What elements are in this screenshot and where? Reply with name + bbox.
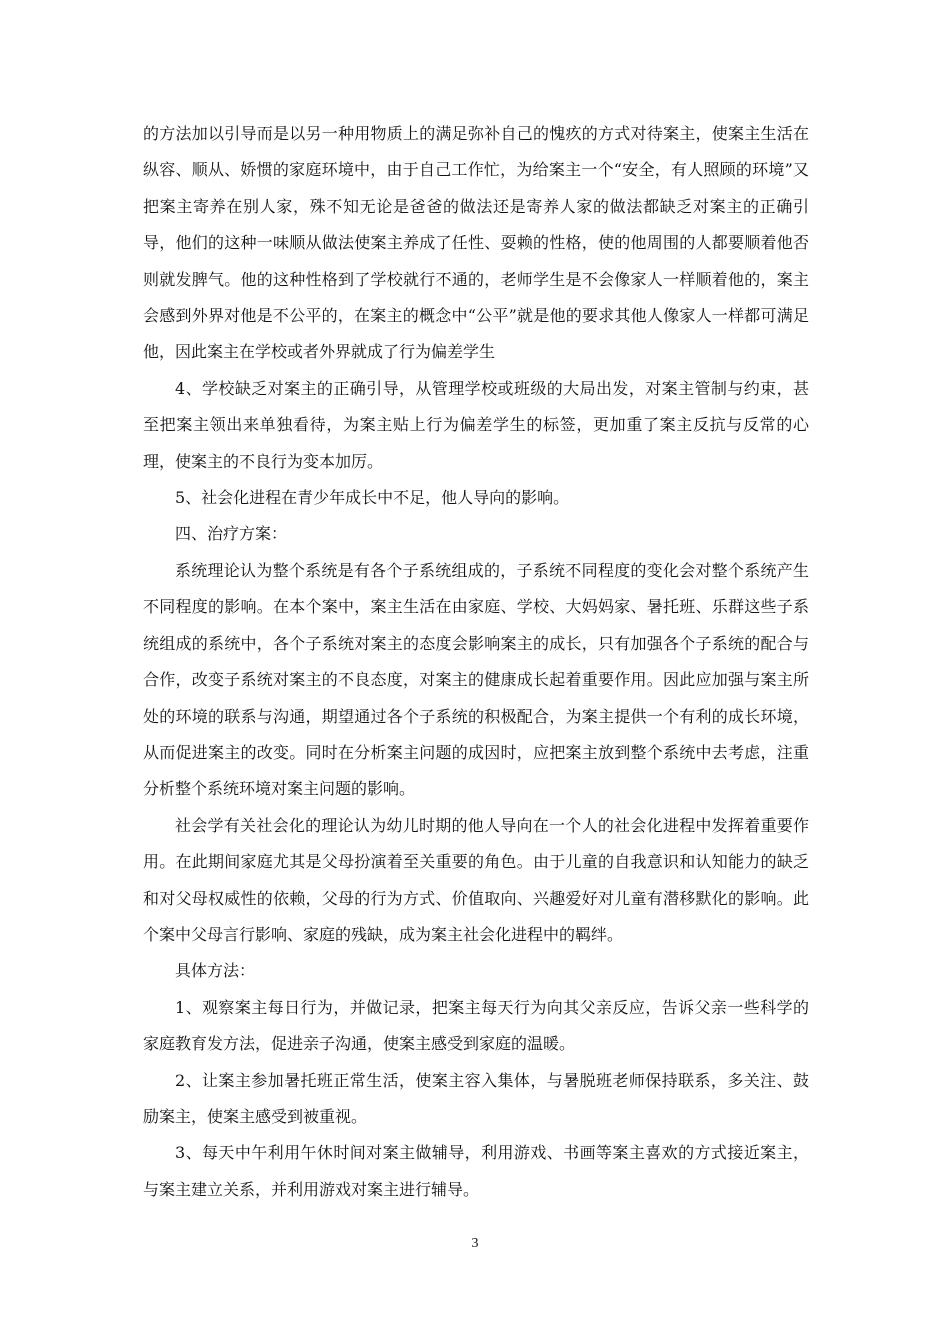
method-item-2: 2、让案主参加暑托班正常生活，使案主容入集体，与暑脱班老师保持联系，多关注、鼓励案主，使案主感受到被重视。 — [143, 1070, 809, 1126]
body-paragraph-3: 5、社会化进程在青少年成长中不足，他人导向的影响。 — [175, 488, 570, 508]
body-paragraph-2: 4、学校缺乏对案主的正确引导，从管理学校或班级的大局出发，对案主管制与约束，甚至把案主领出来单独看待，为案主贴上行为偏差学生的标签，更加重了案主反抗与反常的心理，使案主的不良行为变本加厉。 — [143, 378, 809, 471]
section-heading-treatment: 四、治疗方案： — [175, 524, 288, 544]
method-item-1: 1、观察案主每日行为，并做记录，把案主每天行为向其父亲反应，告诉父亲一些科学的家庭教育发方法，促进亲子沟通，使案主感受到家庭的温暖。 — [143, 997, 809, 1054]
method-item-3: 3、每天中午利用午休时间对案主做辅导，利用游戏、书画等案主喜欢的方式接近案主，与案主建立关系，并利用游戏对案主进行辅导。 — [143, 1143, 809, 1199]
body-paragraph-6: 社会学有关社会化的理论认为幼儿时期的他人导向在一个人的社会化进程中发挥着重要作用。在此期间家庭尤其是父母扮演着至关重要的角色。由于儿童的自我意识和认知能力的缺乏和对父母权威性的依赖，父母的行为方式、价值取向、兴趣爱好对儿童有潜移默化的影响。此个案中父母言行影响、家庭的残缺，成为案主社会化进程中的羁绊。 — [143, 815, 809, 944]
document-body — [143, 116, 809, 1208]
body-paragraph-5: 系统理论认为整个系统是有各个子系统组成的，子系统不同程度的变化会对整个系统产生不同程度的影响。在本个案中，案主生活在由家庭、学校、大妈妈家、暑托班、乐群这些子系统组成的系统中，各个子系统对案主的态度会影响案主的成长，只有加强各个子系统的配合与合作，改变子系统对案主的不良态度，对案主的健康成长起着重要作用。因此应加强与案主所处的环境的联系与沟通，期望通过各个子系统的积极配合，为案主提供一个有利的成长环境，从而促进案主的改变。同时在分析案主问题的成因时，应把案主放到整个系统中去考虑，注重分析整个系统环境对案主问题的影响。 — [143, 560, 809, 799]
body-paragraph-1: 的方法加以引导而是以另一种用物质上的满足弥补自己的愧疚的方式对待案主，使案主生活在纵容、顺从、娇惯的家庭环境中，由于自己工作忙，为给案主一个“安全，有人照顾的环境”又把案主寄养在别人家，殊不知无论是爸爸的做法还是寄养人家的做法都缺乏对案主的正确引导，他们的这种一味顺从做法使案主养成了任性、耍赖的性格，使的他周围的人都要顺着他否则就发脾气。他的这种性格到了学校就行不通的，老师学生是不会像家人一样顺着他的，案主会感到外界对他是不公平的，在案主的概念中“公平”就是他的要求其他人像家人一样都可满足他，因此案主在学校或者外界就成了行为偏差学生 — [143, 124, 809, 362]
page-number: 3 — [471, 1236, 479, 1251]
subheading-methods: 具体方法： — [175, 961, 256, 981]
